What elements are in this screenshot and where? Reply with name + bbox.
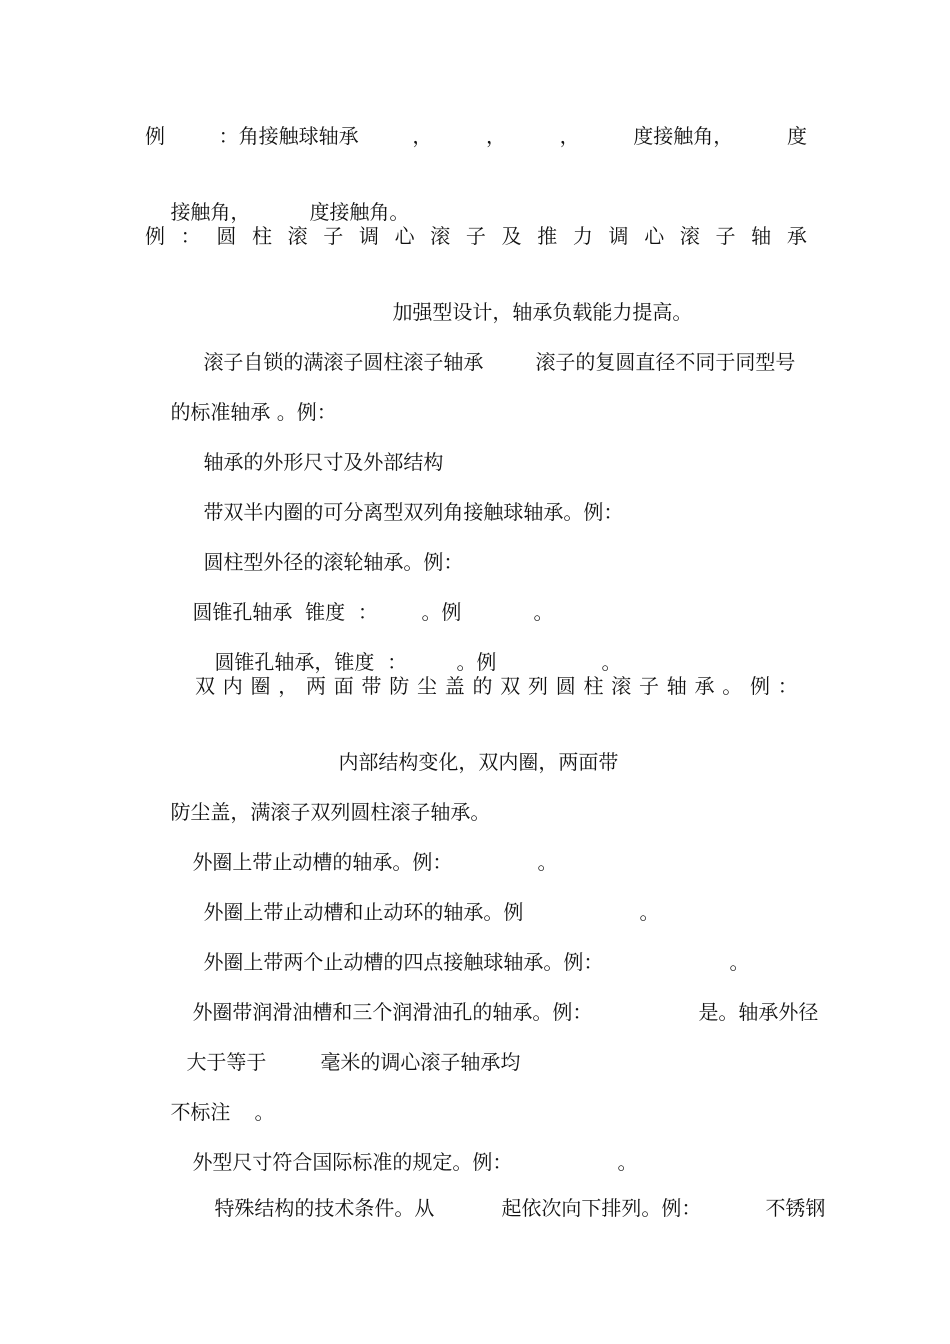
text-fragment: 例 [750, 674, 770, 698]
text-fragment: 心 [644, 224, 665, 248]
text-fragment: 外圈上带两个止动槽的四点接触球轴承。例： [203, 950, 604, 974]
text-fragment: 滚 [611, 674, 632, 698]
text-fragment: 双 [500, 674, 521, 698]
text-fragment: 。 [617, 1150, 638, 1174]
text-fragment: 圈 [250, 674, 271, 698]
text-fragment: 加强型设计，轴承负载能力提高。 [392, 300, 693, 324]
text-fragment: 承 [786, 224, 807, 248]
text-fragment: 特殊结构的技术条件。从 [214, 1196, 435, 1220]
text-fragment: 。 [533, 600, 554, 624]
text-fragment: 例 [145, 224, 165, 248]
text-fragment: 例 [145, 124, 165, 148]
text-fragment: 起依次向下排列。例： [501, 1196, 702, 1220]
text-fragment: 轴 [751, 224, 772, 248]
text-fragment: 外型尺寸符合国际标准的规定。例： [192, 1150, 513, 1174]
text-fragment: 度接触角， [633, 124, 734, 148]
text-fragment: 。例 [456, 650, 497, 674]
text-fragment: 子 [465, 224, 486, 248]
text-line-12 [195, 673, 798, 699]
text-line-19b [295, 1023, 520, 1101]
text-fragment: 。 [254, 1100, 275, 1124]
text-fragment: 子 [639, 674, 659, 698]
text-fragment: 尘 [417, 674, 437, 698]
text-fragment: ， [412, 124, 433, 148]
text-fragment: 。 [639, 900, 660, 924]
text-fragment: 带双半内圈的可分离型双列角接触球轴承。例： [203, 500, 624, 524]
text-fragment: 滚子的复圆直径不同于同型号 [535, 350, 796, 374]
text-fragment: 子 [715, 224, 736, 248]
text-fragment: 圆柱型外径的滚轮轴承。例： [203, 550, 464, 574]
text-fragment: 滚 [679, 224, 700, 248]
text-line-22c [740, 1169, 825, 1247]
text-fragment: 柱 [583, 674, 604, 698]
text-line-18b [673, 973, 818, 1051]
text-fragment: 。 [601, 650, 622, 674]
text-fragment: ， [559, 124, 580, 148]
text-fragment: 的 [472, 674, 493, 698]
text-fragment: 心 [394, 224, 415, 248]
text-fragment: 。例 [421, 600, 462, 624]
text-fragment: 轴 [666, 674, 687, 698]
text-fragment: ：角接触球轴承 [218, 124, 359, 148]
text-fragment: 推 [537, 224, 558, 248]
text-fragment: 调 [358, 224, 379, 248]
text-fragment: 子 [323, 224, 344, 248]
text-fragment: 滚子自锁的满滚子圆柱滚子轴承 [203, 350, 484, 374]
text-fragment: 。 [729, 950, 750, 974]
text-fragment: 圆锥孔轴承 锥度 ： [192, 600, 378, 624]
text-fragment: 盖 [444, 674, 465, 698]
text-line-3 [145, 223, 807, 249]
text-fragment: 两 [306, 674, 326, 698]
text-fragment: 是。轴承外径 [698, 1000, 819, 1024]
text-fragment: 度接触角。 [309, 200, 410, 224]
text-fragment: 不标注 [170, 1100, 231, 1124]
text-fragment: 接触角， [170, 200, 251, 224]
text-fragment: ， [485, 124, 506, 148]
text-fragment: 不锈钢 [765, 1196, 826, 1220]
text-fragment: 外圈上带止动槽的轴承。例： [192, 850, 453, 874]
text-fragment: 。 [537, 850, 558, 874]
text-line-16b [614, 873, 659, 951]
text-fragment: 。 [722, 674, 743, 698]
text-fragment: 度 [786, 124, 807, 148]
text-fragment: 力 [572, 224, 593, 248]
text-fragment: 柱 [251, 224, 272, 248]
text-fragment: 列 [528, 674, 548, 698]
text-fragment: 大于等于 [186, 1050, 267, 1074]
text-fragment: 及 [501, 224, 522, 248]
text-fragment: 防 [389, 674, 410, 698]
text-fragment: 带 [361, 674, 382, 698]
text-fragment: 毫米的调心滚子轴承均 [320, 1050, 521, 1074]
text-fragment: 调 [608, 224, 629, 248]
text-fragment: ： [180, 224, 201, 248]
text-line-22b [476, 1169, 701, 1247]
text-fragment: 承 [694, 674, 715, 698]
text-fragment: 双 [195, 674, 215, 698]
text-fragment: 轴承的外形尺寸及外部结构 [203, 450, 444, 474]
text-fragment: 防尘盖，满滚子双列圆柱滚子轴承。 [170, 800, 491, 824]
text-line-5b [510, 323, 795, 401]
text-fragment: 圆 [216, 224, 237, 248]
text-fragment: 滚 [287, 224, 308, 248]
text-fragment: 圆 [555, 674, 576, 698]
text-fragment: ， [278, 674, 299, 698]
text-fragment: ： [777, 674, 798, 698]
text-line-22 [189, 1169, 434, 1247]
text-fragment: 的标准轴承 。例： [170, 400, 337, 424]
text-fragment: 内 [222, 674, 243, 698]
text-line-1 [145, 123, 807, 149]
text-fragment: 内部结构变化，双内圈，两面带 [338, 750, 619, 774]
text-fragment: 圆锥孔轴承，锥度 ： [214, 650, 408, 674]
text-fragment: 滚 [430, 224, 451, 248]
text-fragment: 面 [333, 674, 354, 698]
text-fragment: 外圈上带止动槽和止动环的轴承。例 [203, 900, 524, 924]
text-line-10c [508, 573, 553, 651]
text-fragment: 外圈带润滑油槽和三个润滑油孔的轴承。例： [192, 1000, 593, 1024]
